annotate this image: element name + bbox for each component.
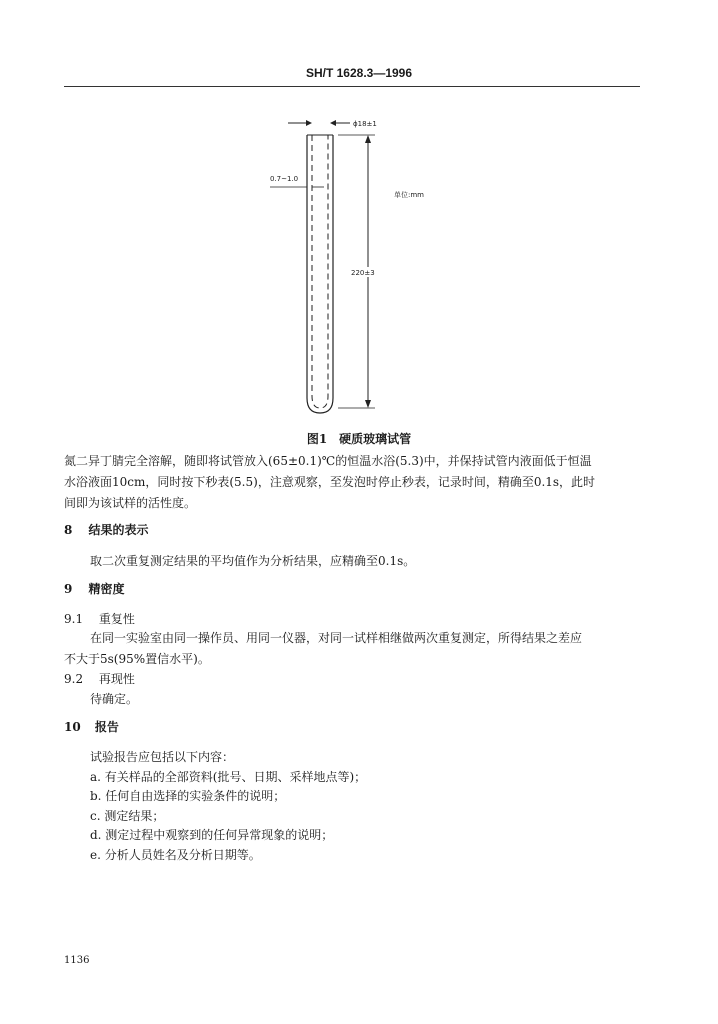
tube-inner-wall: [312, 135, 328, 408]
subsection-9-2-number: 9.2: [64, 672, 84, 686]
tube-outer-wall: [307, 135, 333, 413]
test-tube-figure: [250, 105, 450, 425]
header-rule: [64, 86, 640, 87]
page-number: 1136: [64, 955, 90, 966]
continuation-line-3: 间即为该试样的活性度。: [64, 496, 197, 510]
section-8-heading: [64, 521, 149, 538]
standard-code: SH/T 1628.3—1996: [305, 66, 413, 80]
section-8-text: 取二次重复测定结果的平均值作为分析结果，应精确至0.1s。: [90, 554, 416, 568]
section-9-title: 精密度: [88, 582, 125, 596]
diameter-arrowhead-left: [306, 120, 312, 126]
height-arrowhead-top: [365, 135, 371, 143]
report-item-b: b. 任何自由选择的实验条件的说明；: [90, 789, 286, 803]
section-8-number: 8: [64, 523, 73, 537]
figure-caption: 图1 硬质玻璃试管: [306, 432, 412, 446]
section-10-intro: 试验报告应包括以下内容：: [90, 750, 235, 764]
subsection-9-2-title: 再现性: [98, 672, 135, 686]
subsection-9-2-text: 待确定。: [90, 692, 139, 706]
subsection-9-1-title: 重复性: [98, 612, 135, 626]
continuation-line-1: 氮二异丁腈完全溶解，随即将试管放入(65±0.1)℃的恒温水浴(5.3)中，并保持试管内液面低于恒温: [64, 454, 592, 468]
section-10-number: 10: [64, 720, 81, 734]
subsection-9-2-heading: [64, 669, 135, 690]
subsection-9-1-line-1: 在同一实验室由同一操作员、用同一仪器，对同一试样相继做两次重复测定，所得结果之差应: [90, 631, 583, 645]
section-9-heading: [64, 580, 125, 597]
section-8-title: 结果的表示: [88, 523, 149, 537]
subsection-9-1-number: 9.1: [64, 612, 84, 626]
subsection-9-1-heading: [64, 609, 135, 630]
height-label: 220±3: [351, 269, 375, 277]
report-item-e: e. 分析人员姓名及分析日期等。: [90, 848, 261, 862]
wall-thickness-label: 0.7~1.0: [270, 175, 299, 183]
diameter-label: ϕ18±1: [353, 120, 377, 128]
diameter-arrowhead-right: [330, 120, 336, 126]
report-item-d: d. 测定过程中观察到的任何异常现象的说明；: [90, 828, 334, 842]
report-item-c: c. 测定结果；: [90, 809, 165, 823]
continuation-line-2: 水浴液面10cm，同时按下秒表(5.5)，注意观察，至发泡时停止秒表，记录时间，精确至0.1s，此时: [64, 475, 596, 489]
subsection-9-1-line-2: 不大于5s(95%置信水平)。: [64, 652, 210, 666]
unit-label: 单位:mm: [394, 191, 424, 199]
section-10-heading: [64, 718, 119, 735]
section-9-number: 9: [64, 582, 73, 596]
section-10-title: 报告: [94, 720, 119, 734]
height-arrowhead-bottom: [365, 400, 371, 408]
report-item-a: a. 有关样品的全部资料(批号、日期、采样地点等)；: [90, 770, 367, 784]
